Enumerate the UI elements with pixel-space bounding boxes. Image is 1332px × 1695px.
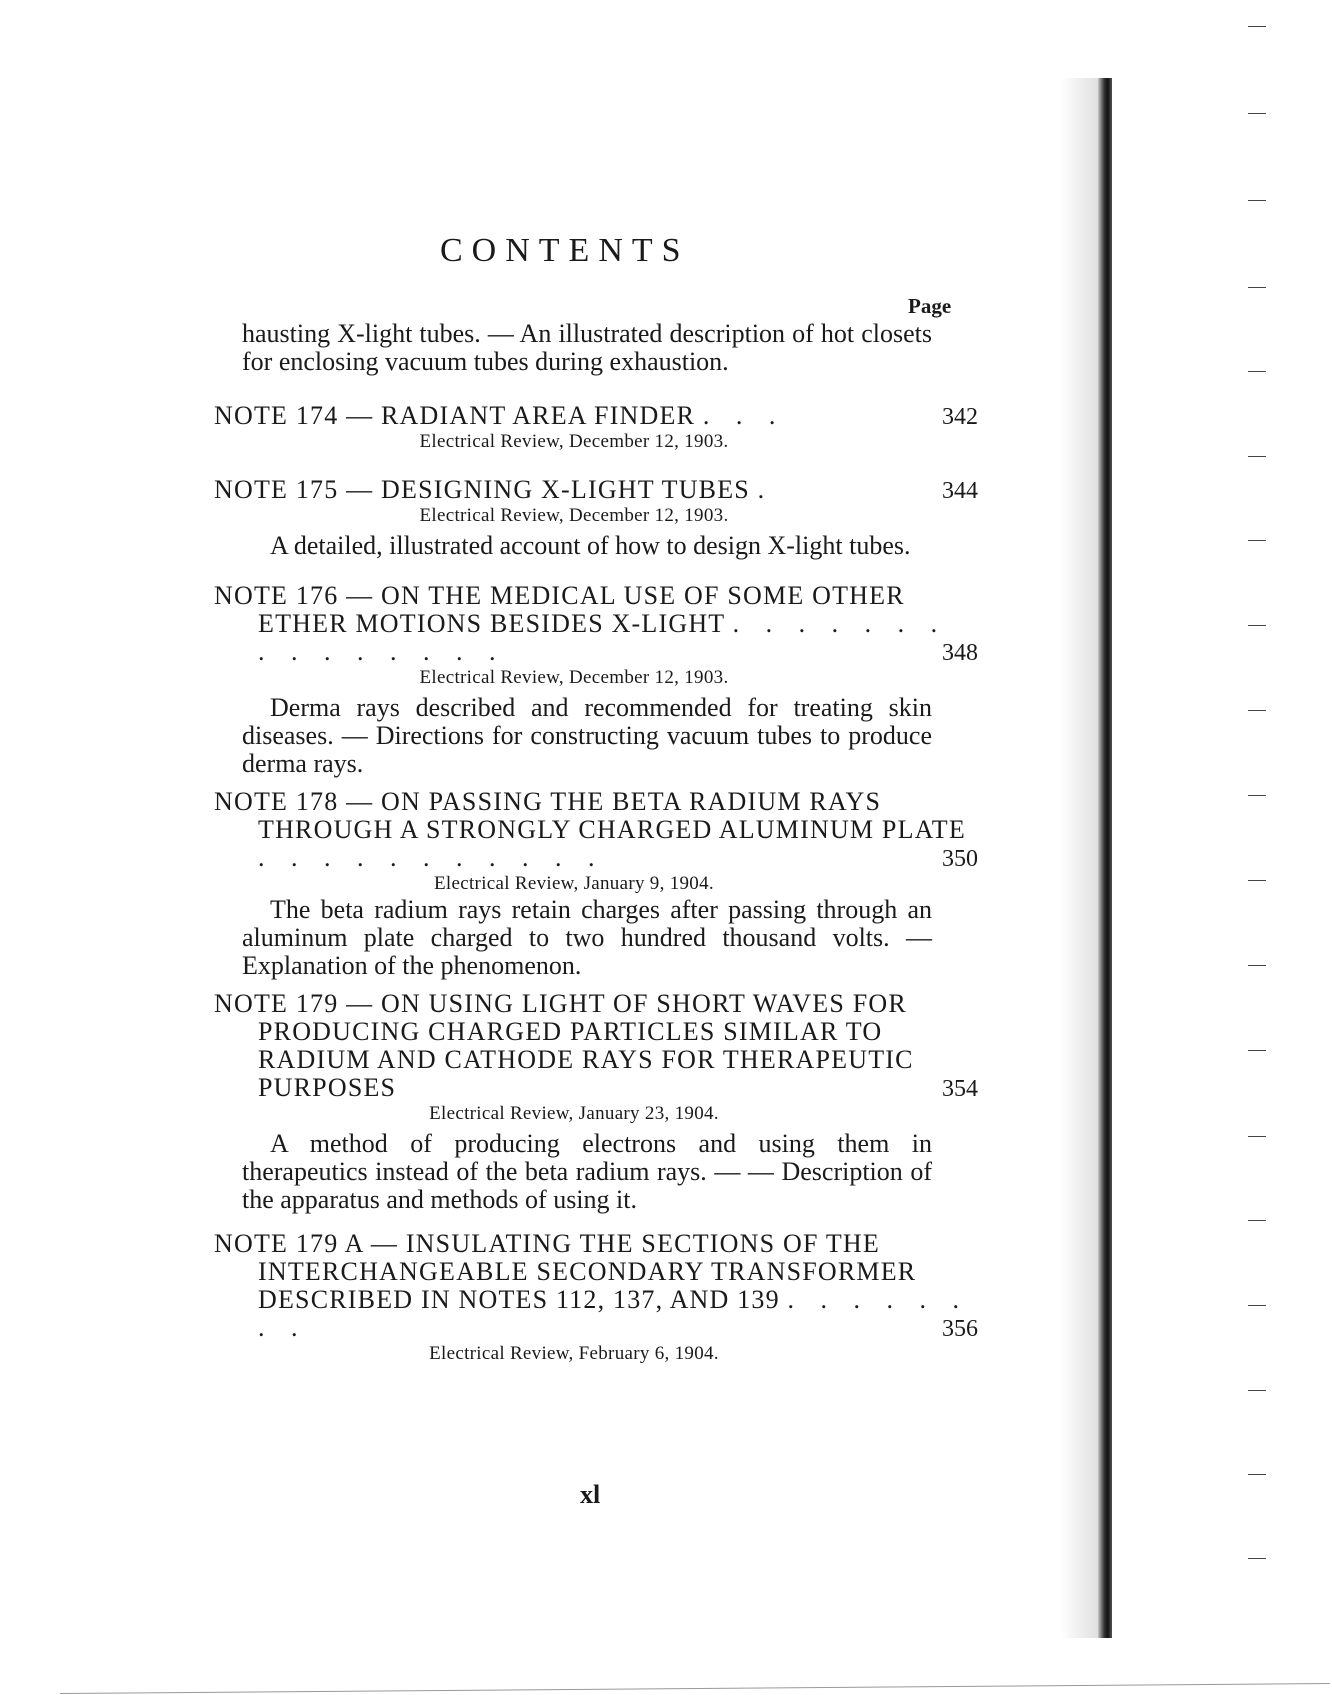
note-heading [214, 582, 978, 666]
margin-tick [1248, 710, 1266, 711]
note-heading [214, 788, 978, 872]
note-title: NOTE 176 — ON THE MEDICAL USE OF SOME OTHER ETHER MOTIONS BESIDES X-LIGHT [214, 581, 905, 638]
note-page-number: 344 [942, 478, 978, 504]
note-source: Electrical Review, December 12, 1903. [419, 505, 729, 526]
margin-tick [1248, 200, 1266, 201]
dot-leader: . . . . . . . . [258, 1285, 970, 1342]
margin-tick [1248, 456, 1266, 457]
margin-tick [1248, 1220, 1266, 1221]
note-page-number: 354 [942, 1076, 978, 1102]
note-description: A detailed, illustrated account of how to design X-light tubes. [270, 531, 911, 560]
note-heading [214, 990, 978, 1102]
book-binding-edge [1098, 78, 1112, 1638]
page-title: CONTENTS [440, 232, 690, 269]
page-folio: xl [580, 1480, 601, 1509]
note-page-number: 350 [942, 846, 978, 872]
margin-tick [1248, 113, 1266, 114]
continuation-text: hausting X-light tubes. — An illustrated description of hot closets for enclosing vacuum tubes during exhaustion. [242, 319, 932, 376]
note-page-number: 342 [942, 404, 978, 430]
margin-tick [1248, 287, 1266, 288]
note-entry [214, 1230, 994, 1366]
dot-leader: . [757, 475, 775, 504]
note-entry [214, 476, 994, 560]
margin-tick [1248, 880, 1266, 881]
dot-leader: . . . [702, 401, 786, 430]
note-title: NOTE 178 — ON PASSING THE BETA RADIUM RAYS THROUGH A STRONGLY CHARGED ALUMINUM PLATE [214, 787, 966, 844]
note-description: A method of producing electrons and using them in therapeutics instead of the beta radium rays. — — Description of the apparatus and methods of using it. [242, 1129, 932, 1214]
margin-tick [1248, 1136, 1266, 1137]
note-source: Electrical Review, January 23, 1904. [429, 1103, 719, 1124]
margin-tick [1248, 625, 1266, 626]
binding-shadow [1060, 78, 1098, 1638]
margin-tick [1248, 371, 1266, 372]
page-column-label: Page [908, 294, 952, 318]
note-source: Electrical Review, December 12, 1903. [419, 431, 729, 452]
note-entry [214, 788, 994, 980]
margin-tick [1248, 540, 1266, 541]
margin-tick [1248, 1390, 1266, 1391]
margin-tick [1248, 26, 1266, 27]
note-entry [214, 990, 994, 1214]
dot-leader: . . . . . . . . . . . . . . . [258, 609, 948, 666]
note-title: NOTE 179 A — INSULATING THE SECTIONS OF THE INTERCHANGEABLE SECONDARY TRANSFORMER DESCRIBED IN NOTES 112, 137, AND 139 [214, 1229, 917, 1314]
note-heading [214, 402, 978, 430]
margin-tick [1248, 1305, 1266, 1306]
note-page-number: 356 [942, 1316, 978, 1342]
dot-leader: . . . . . . . . . . . [258, 843, 605, 872]
note-title: NOTE 179 — ON USING LIGHT OF SHORT WAVES FOR PRODUCING CHARGED PARTICLES SIMILAR TO RADIUM AND CATHODE RAYS FOR THERAPEUTIC PURPOSES [214, 989, 914, 1102]
margin-tick [1248, 1474, 1266, 1475]
page-bottom-rule [60, 1683, 1330, 1694]
note-source: Electrical Review, January 9, 1904. [434, 873, 714, 894]
margin-tick [1248, 1050, 1266, 1051]
note-description: The beta radium rays retain charges after passing through an aluminum plate charged to two hundred thousand volts. — Explanation of the phenomenon. [242, 895, 932, 980]
note-entry [214, 402, 994, 454]
note-entry [214, 582, 994, 778]
margin-tick [1248, 965, 1266, 966]
margin-tick [1248, 795, 1266, 796]
margin-tick [1248, 1558, 1266, 1559]
note-title: NOTE 175 — DESIGNING X-LIGHT TUBES [214, 475, 750, 504]
note-title: NOTE 174 — RADIANT AREA FINDER [214, 401, 696, 430]
note-description: Derma rays described and recommended for treating skin diseases. — Directions for constructing vacuum tubes to produce derma rays. [242, 693, 932, 778]
note-page-number: 348 [942, 640, 978, 666]
note-heading [214, 476, 978, 504]
note-source: Electrical Review, December 12, 1903. [419, 667, 729, 688]
note-heading [214, 1230, 978, 1342]
contents-column [214, 320, 994, 1366]
note-source: Electrical Review, February 6, 1904. [429, 1343, 719, 1364]
